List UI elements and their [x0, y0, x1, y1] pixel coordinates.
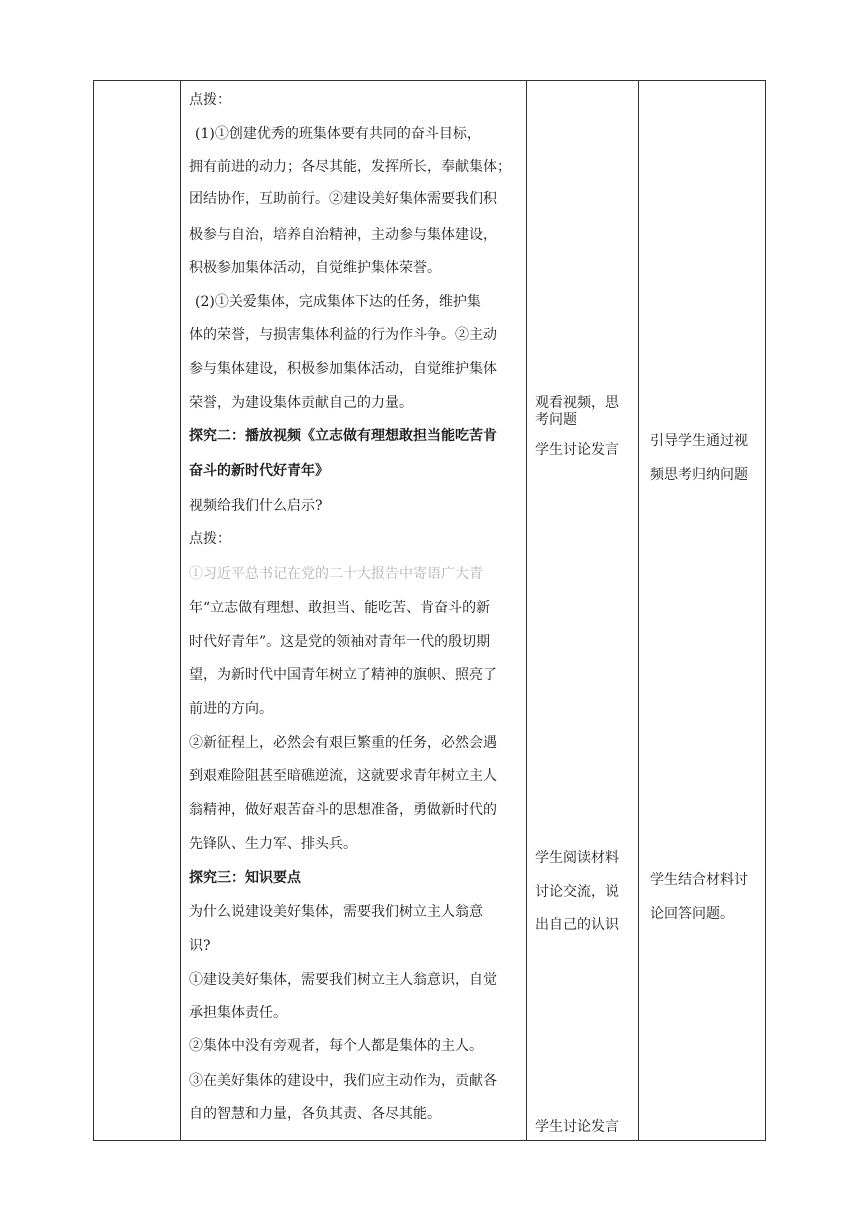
paragraph-line: ①建设美好集体，需要我们树立主人翁意识，自觉 — [189, 972, 497, 988]
paragraph-line: (1)①创建优秀的班集体要有共同的奋斗目标， — [195, 126, 481, 142]
lesson-table — [93, 80, 766, 1141]
teaching-content-cell — [181, 81, 526, 1140]
section-heading: 探究三：知识要点 — [189, 870, 301, 886]
paragraph-line: 点拨： — [189, 531, 231, 547]
paragraph-line: 体的荣誉，与损害集体利益的行为作斗争。②主动 — [189, 327, 497, 343]
activity-line: 考问题 — [535, 412, 577, 428]
activity-line: 出自己的认识 — [535, 917, 619, 933]
paragraph-line: 年“立志做有理想、敢担当、能吃苦、肯奋斗的新 — [189, 600, 491, 616]
intent-line: 论回答问题。 — [650, 906, 734, 922]
activity-line: 学生讨论发言 — [535, 442, 619, 458]
section-heading: 奋斗的新时代好青年》 — [189, 463, 329, 479]
paragraph-line: ①习近平总书记在党的二十大报告中寄语广大青 — [189, 566, 483, 582]
paragraph-line: 拥有前进的动力；各尽其能，发挥所长，奉献集体； — [189, 159, 511, 175]
paragraph-line: 承担集体责任。 — [189, 1005, 287, 1021]
student-activity-cell — [527, 81, 638, 1140]
activity-line: 讨论交流，说 — [535, 884, 619, 900]
paragraph-line: ②新征程上，必然会有艰巨繁重的任务，必然会遇 — [189, 735, 497, 751]
paragraph-line: 积极参加集体活动，自觉维护集体荣誉。 — [189, 260, 441, 276]
intent-line: 学生结合材料讨 — [650, 872, 748, 888]
paragraph-line: 时代好青年”。这是党的领袖对青年一代的殷切期 — [189, 634, 491, 650]
activity-line: 学生讨论发言 — [535, 1119, 619, 1135]
paragraph-line: ②集体中没有旁观者，每个人都是集体的主人。 — [189, 1038, 483, 1054]
paragraph-line: 视频给我们什么启示? — [189, 498, 323, 514]
design-intent-cell — [639, 81, 765, 1140]
empty-cell — [94, 81, 180, 1140]
activity-line: 学生阅读材料 — [535, 850, 619, 866]
paragraph-line: 望，为新时代中国青年树立了精神的旗帜、照亮了 — [189, 667, 497, 683]
intent-line: 频思考归纳问题 — [650, 467, 748, 483]
paragraph-line: ③在美好集体的建设中，我们应主动作为，贡献各 — [189, 1073, 497, 1089]
paragraph-line: 团结协作，互助前行。②建设美好集体需要我们积 — [189, 191, 497, 207]
paragraph-line: 点拨： — [189, 92, 231, 108]
paragraph-line: 极参与自治，培养自治精神，主动参与集体建设， — [189, 227, 497, 243]
paragraph-line: 识? — [189, 938, 211, 954]
paragraph-line: 先锋队、生力军、排头兵。 — [189, 836, 357, 852]
intent-line: 引导学生通过视 — [650, 433, 748, 449]
paragraph-line: (2)①关爱集体，完成集体下达的任务，维护集 — [195, 294, 481, 310]
paragraph-line: 自的智慧和力量，各负其责、各尽其能。 — [189, 1106, 441, 1122]
paragraph-line: 参与集体建设，积极参加集体活动，自觉维护集体 — [189, 361, 497, 377]
activity-line: 观看视频，思 — [535, 395, 619, 411]
paragraph-line: 为什么说建设美好集体，需要我们树立主人翁意 — [189, 904, 483, 920]
paragraph-line: 翁精神，做好艰苦奋斗的思想准备，勇做新时代的 — [189, 802, 497, 818]
paragraph-line: 到艰难险阻甚至暗礁逆流，这就要求青年树立主人 — [189, 768, 497, 784]
section-heading: 探究二：播放视频《立志做有理想敢担当能吃苦肯 — [189, 428, 497, 444]
paragraph-line: 前进的方向。 — [189, 701, 273, 717]
paragraph-line: 荣誉，为建设集体贡献自己的力量。 — [189, 395, 413, 411]
